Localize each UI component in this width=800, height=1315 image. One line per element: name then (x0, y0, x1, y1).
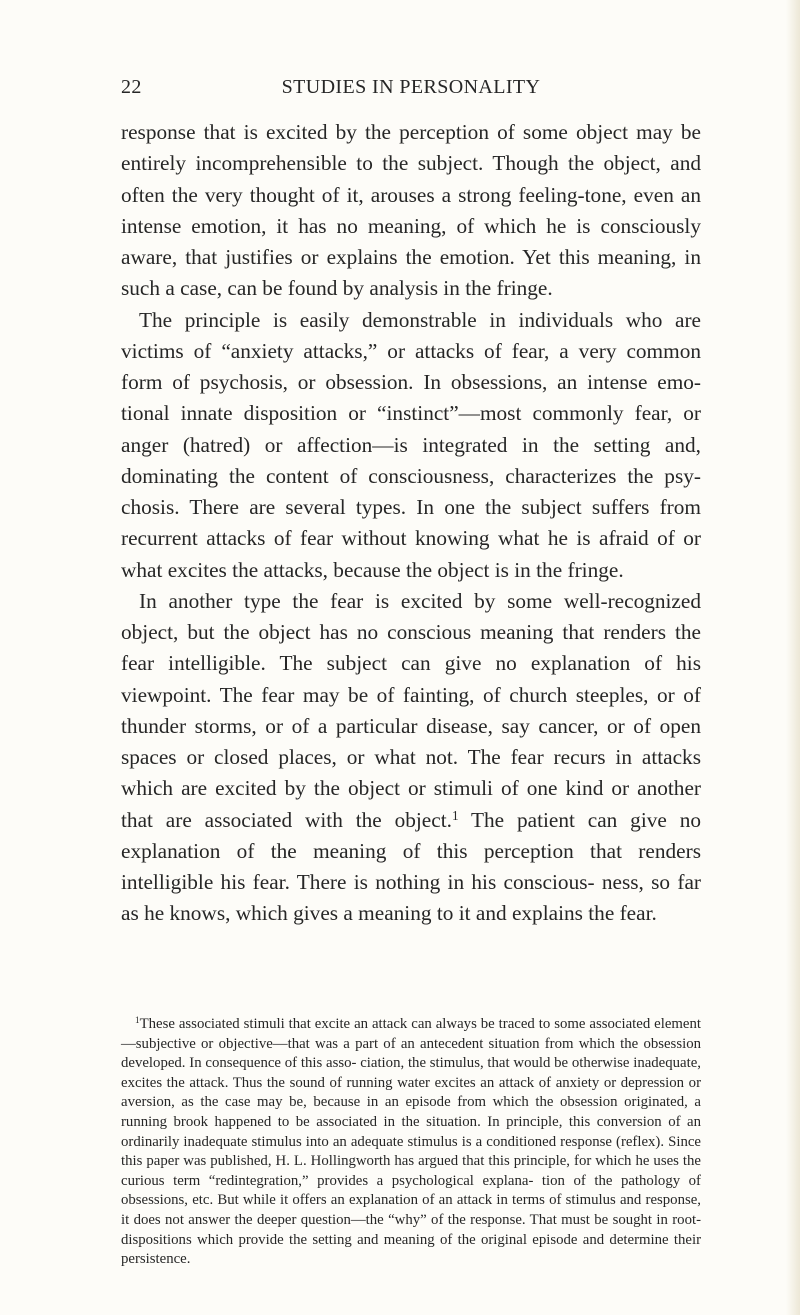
footnote-reference: 1 (451, 807, 459, 823)
footnote (121, 1015, 701, 1270)
paragraph-2: The principle is easily demonstrable in individuals who are victims of “anxiety attacks,” or attacks of fear, a very common form of psychosis, or obsession. In obsessions, an intense emo- tional innate disposition or “instinct”—most commonly fear, or anger (hatred) or affection—is integrated in the setting and, dominating the content of consciousness, characterizes the psy- chosis. There are several types. In one the subject suffers from recurrent attacks of fear without knowing what he is afraid of or what excites the attacks, because the object is in the fringe. (121, 307, 701, 582)
page-header (121, 76, 701, 106)
footnote-paragraph (121, 1015, 701, 1270)
body-text (121, 117, 701, 930)
paragraph-3-text: In another type the fear is excited by some well-recognized object, but the object has no conscious meaning that renders the fear intelligible. The subject can give no explanation of his viewpoint. The fear may be of fainting, of church steeples, or of thunder storms, or of a particular disease, say cancer, or of open spaces or closed places, or what not. The fear recurs in attacks which are excited by the object or stimuli of one kind or another that are associated with the object. (121, 588, 701, 832)
paragraph-1: response that is excited by the perception of some object may be entirely incomprehensible to the subject. Though the object, and often the very thought of it, arouses a strong feeling-tone, even an intense emotion, it has no meaning, of which he is consciously aware, that justifies or explains the emotion. Yet this meaning, in such a case, can be found by analysis in the fringe. (121, 120, 701, 301)
paragraph-3 (121, 586, 701, 930)
footnote-text: These associated stimuli that excite an attack can always be traced to some associated element—subjective or objective—that was a part of an antecedent situation from which the obsession developed. In consequence of this asso- ciation, the stimulus, that would be otherwise inadequate, excites the attack. Thus the sound of running water excites an attack of anxiety or depression or aversion, as the case may be, because in an episode from which the obsession originated, a running brook happened to be associated in the situation. In principle, this conversion of an ordinarily inadequate stimulus into an adequate stimulus is a conditioned response (reflex). Since this paper was published, H. L. Hollingworth has argued that this principle, for which he uses the curious term “redintegration,” provides a psychological explana- tion of the pathology of obsessions, etc. But while it offers an explanation of an attack in terms of stimulus and response, it does not answer the deeper question—the “why” of the response. That must be sought in root-dispositions which provide the setting and meaning of the original episode and determine their persistence. (121, 1016, 701, 1268)
running-head: STUDIES IN PERSONALITY (281, 76, 541, 98)
page-number: 22 (121, 76, 142, 98)
paragraph-3-tail: The patient can give no explanation of the meaning of this perception that renders intelligible his fear. There is nothing in his conscious- ness, so far as he knows, which gives a meaning to it and explains the fear. (121, 807, 701, 926)
footnote-marker: 1 (135, 1014, 140, 1025)
page-edge-shadow (786, 0, 800, 1315)
